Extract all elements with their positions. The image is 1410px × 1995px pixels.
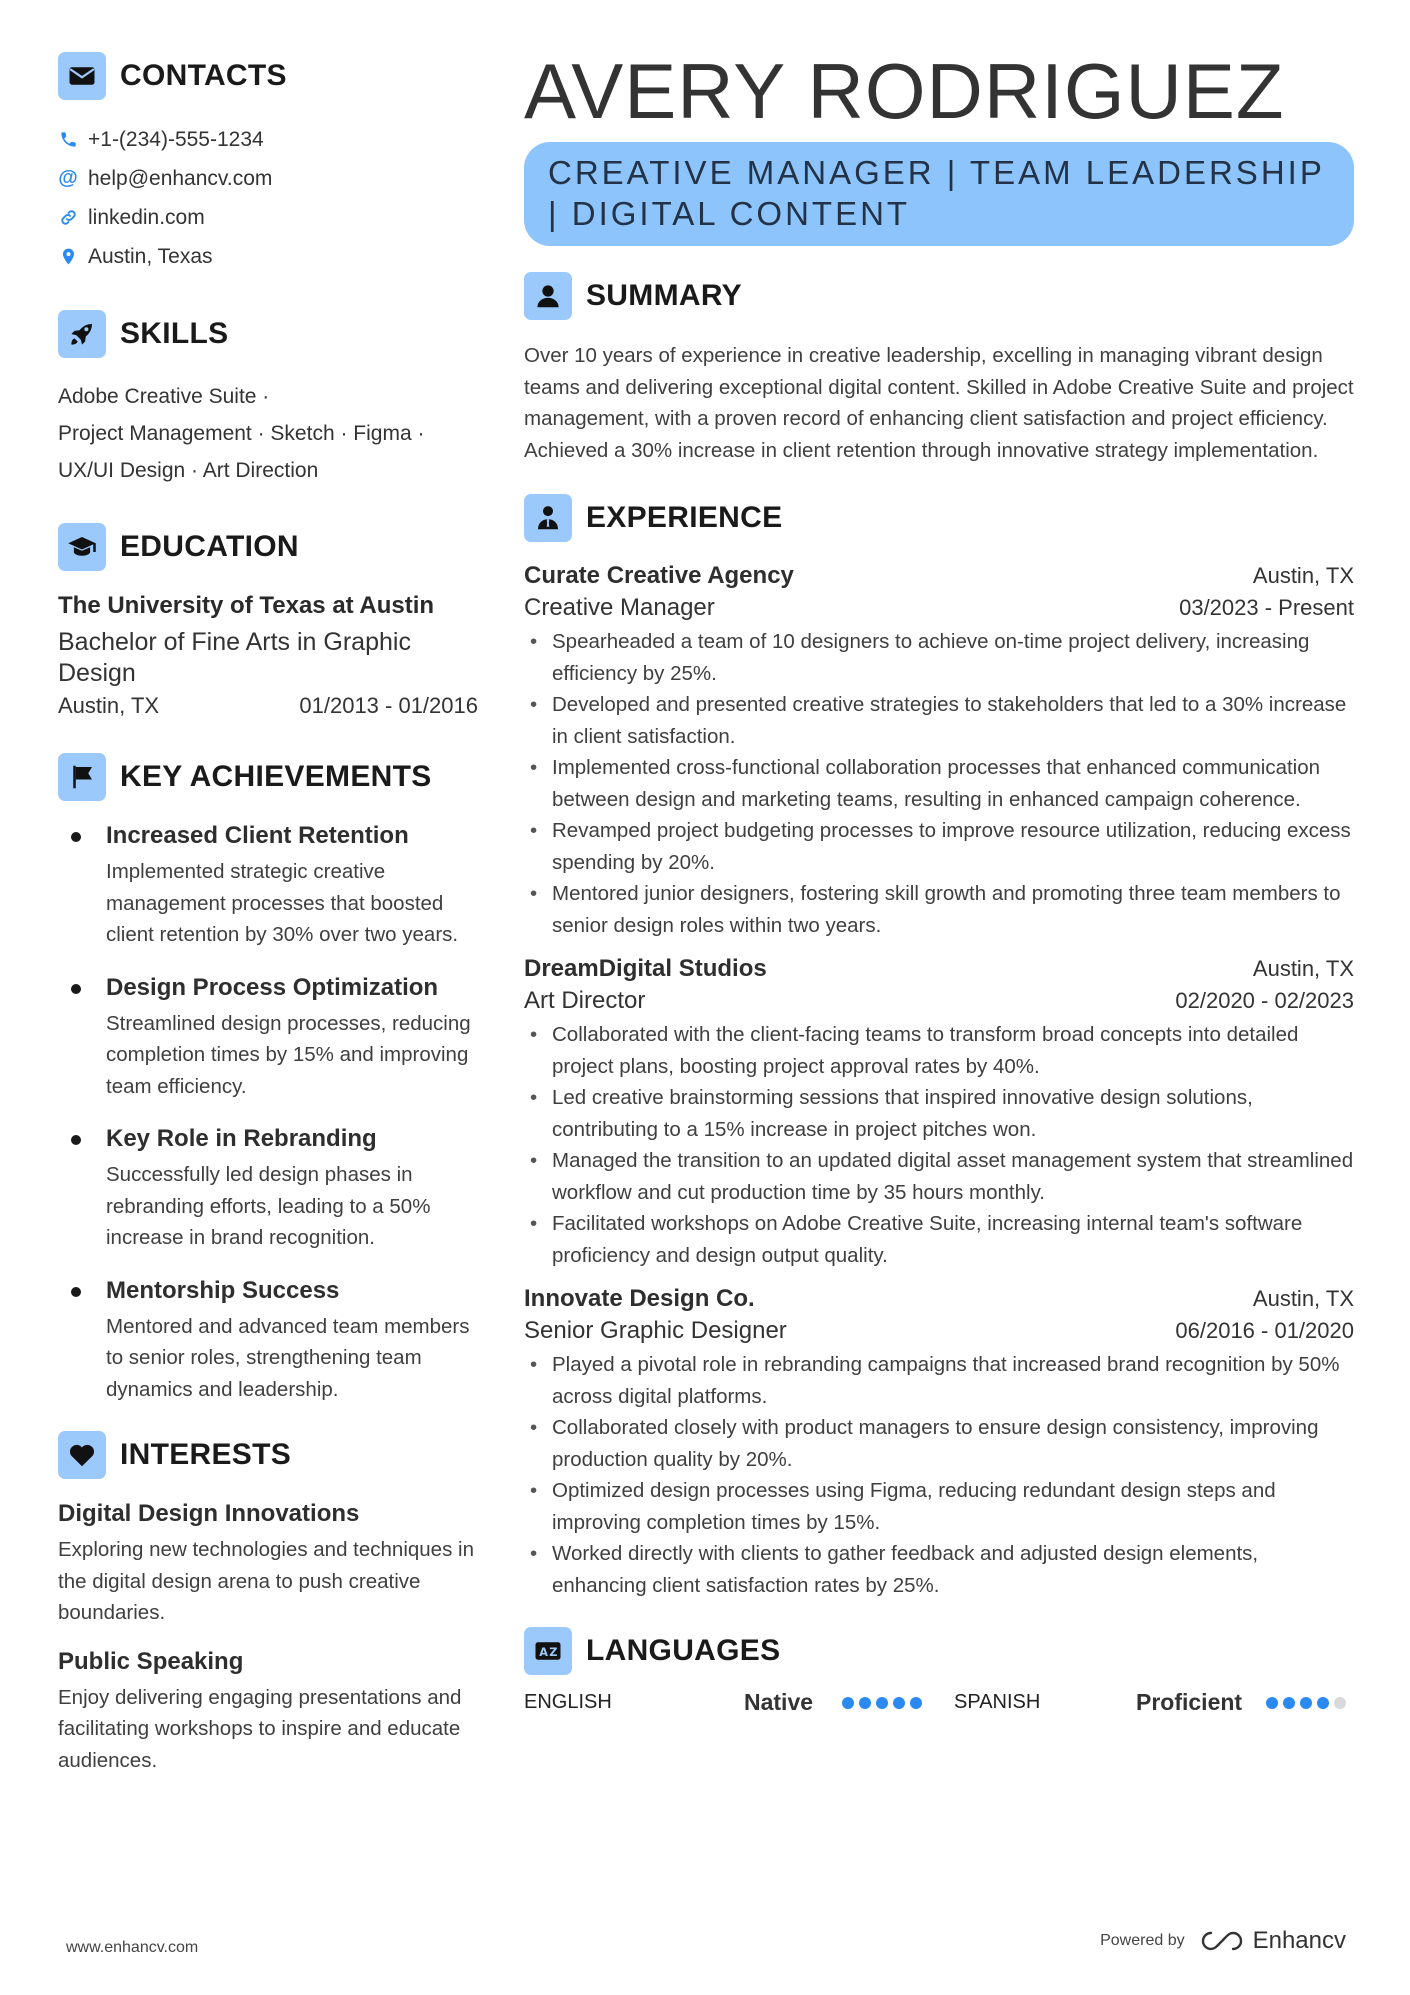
language-item <box>524 1689 954 1716</box>
job-sub <box>524 1317 1354 1345</box>
job-top <box>524 955 1354 983</box>
job-entry <box>524 1285 1354 1601</box>
rating-dot-filled <box>1283 1697 1295 1709</box>
achievements-header <box>58 753 478 801</box>
job-bullet: • Developed and presented creative strategies to stakeholders that led to a 30% increase in client satisfaction. <box>524 689 1354 752</box>
job-bullet: • Optimized design processes using Figma, reducing redundant design steps and improving completion times by 15%. <box>524 1475 1354 1538</box>
job-bullets <box>524 1349 1354 1601</box>
contact-phone <box>58 120 478 159</box>
education-school: The University of Texas at Austin <box>58 592 435 619</box>
contact-linkedin <box>58 198 478 237</box>
experience-section <box>524 494 1354 1601</box>
section-title: LANGUAGES <box>586 1634 781 1667</box>
job-bullet: • Led creative brainstorming sessions that inspired innovative design solutions, contributing to a 15% increase in project pitches won. <box>524 1082 1354 1145</box>
job-location: Austin, TX <box>1252 956 1354 981</box>
link-icon <box>58 208 78 228</box>
languages-list <box>524 1689 1354 1716</box>
phone-text[interactable]: +1-(234)-555-1234 <box>88 127 264 151</box>
language-level: Native <box>744 1689 814 1715</box>
language-rating <box>1266 1697 1346 1709</box>
skill-line: UX/UI Design · Art Direction <box>58 459 319 482</box>
job-bullet: • Managed the transition to an updated digital asset management system that streamlined workflow and cut production time by 35 hours monthly. <box>524 1145 1354 1208</box>
contacts-header <box>58 52 478 100</box>
location-text: Austin, Texas <box>88 244 213 268</box>
section-title: SKILLS <box>120 317 229 350</box>
job-location: Austin, TX <box>1252 563 1354 588</box>
left-column <box>58 52 478 1810</box>
job-sub <box>524 594 1354 622</box>
rocket-icon <box>58 310 106 358</box>
rating-dot-empty <box>1334 1697 1346 1709</box>
job-sub <box>524 987 1354 1015</box>
achievements-section <box>58 753 478 1405</box>
graduation-cap-icon <box>58 523 106 571</box>
contact-location <box>58 237 478 276</box>
job-bullet: • Implemented cross-functional collaboration processes that enhanced communication between design and marketing teams, resulting in enhanced campaign coherence. <box>524 752 1354 815</box>
job-entry <box>524 955 1354 1271</box>
phone-icon <box>58 130 78 150</box>
footer-brand <box>1100 1927 1346 1955</box>
job-role: Senior Graphic Designer <box>524 1317 787 1344</box>
job-bullets <box>524 1019 1354 1271</box>
section-title: EXPERIENCE <box>586 501 783 534</box>
job-bullet: • Revamped project budgeting processes to improve resource utilization, reducing excess spending by 20%. <box>524 815 1354 878</box>
rating-dot-filled <box>910 1697 922 1709</box>
languages-header <box>524 1627 1354 1675</box>
achievement-item <box>58 821 478 951</box>
language-name: ENGLISH <box>524 1691 612 1713</box>
skills-section <box>58 310 478 489</box>
interests-header <box>58 1431 478 1479</box>
summary-header <box>524 272 1354 320</box>
education-degree: Bachelor of Fine Arts in Graphic Design <box>58 628 411 687</box>
heart-icon <box>58 1431 106 1479</box>
job-location: Austin, TX <box>1252 1286 1354 1311</box>
achievement-item <box>58 1124 478 1254</box>
rating-dot-filled <box>893 1697 905 1709</box>
achievement-desc: Successfully led design phases in rebranding efforts, leading to a 50% increase in brand recognition. <box>106 1163 431 1249</box>
education-section <box>58 523 478 719</box>
job-entry <box>524 562 1354 941</box>
svg-text:Z: Z <box>549 1646 558 1659</box>
svg-text:A: A <box>539 1646 548 1659</box>
rating-dot-filled <box>1266 1697 1278 1709</box>
job-bullet: • Facilitated workshops on Adobe Creative Suite, increasing internal team's software proficiency and design output quality. <box>524 1208 1354 1271</box>
job-company: DreamDigital Studios <box>524 955 767 982</box>
achievement-item <box>58 973 478 1103</box>
language-item <box>954 1689 1354 1716</box>
section-title: CONTACTS <box>120 59 287 92</box>
interest-title: Public Speaking <box>58 1647 244 1675</box>
education-header <box>58 523 478 571</box>
footer-website[interactable]: www.enhancv.com <box>66 1939 199 1956</box>
summary-text: Over 10 years of experience in creative leadership, excelling in managing vibrant design teams and delivering exceptional digital content. Skilled in Adobe Creative Suite and project management, with a proven record of enhancing client satisfaction and project efficiency. Achieved a 30% increase in client retention through innovative strategy implementation. <box>524 344 1354 462</box>
enhancv-logo-icon <box>1199 1929 1245 1953</box>
rating-dot-filled <box>1317 1697 1329 1709</box>
job-bullet: • Spearheaded a team of 10 designers to achieve on-time project delivery, increasing efficiency by 25%. <box>524 626 1354 689</box>
education-dates: 01/2013 - 01/2016 <box>299 693 478 718</box>
brand-name: Enhancv <box>1252 1927 1346 1954</box>
rating-dot-filled <box>842 1697 854 1709</box>
linkedin-text[interactable]: linkedin.com <box>88 205 205 229</box>
job-role: Art Director <box>524 987 646 1014</box>
translate-icon <box>524 1627 572 1675</box>
job-bullet: • Collaborated with the client-facing teams to transform broad concepts into detailed project plans, boosting project approval rates by 40%. <box>524 1019 1354 1082</box>
job-dates: 02/2020 - 02/2023 <box>1175 988 1354 1013</box>
job-dates: 03/2023 - Present <box>1179 595 1354 620</box>
summary-section <box>524 272 1354 466</box>
language-level: Proficient <box>1136 1689 1243 1715</box>
achievement-desc: Implemented strategic creative management processes that boosted client retention by 30% over two years. <box>106 860 459 946</box>
skills-list <box>58 378 478 489</box>
section-title: INTERESTS <box>120 1438 292 1471</box>
skill-line: Adobe Creative Suite · <box>58 385 270 408</box>
right-column <box>524 48 1354 1716</box>
job-bullet: • Worked directly with clients to gather feedback and adjusted design elements, enhancing client satisfaction rates by 25%. <box>524 1538 1354 1601</box>
education-location: Austin, TX <box>58 693 160 718</box>
candidate-name: AVERY RODRIGUEZ <box>524 47 1285 135</box>
email-text[interactable]: help@enhancv.com <box>88 166 273 190</box>
job-top <box>524 562 1354 590</box>
brand-logo[interactable] <box>1199 1927 1346 1955</box>
job-dates: 06/2016 - 01/2020 <box>1175 1318 1354 1343</box>
powered-by-text: Powered by <box>1100 1932 1185 1949</box>
achievement-title: Key Role in Rebranding <box>106 1125 377 1152</box>
education-meta <box>58 693 478 719</box>
job-bullet: • Played a pivotal role in rebranding campaigns that increased brand recognition by 50% across digital platforms. <box>524 1349 1354 1412</box>
interest-desc: Enjoy delivering engaging presentations and facilitating workshops to inspire and educate audiences. <box>58 1685 462 1772</box>
section-title: SUMMARY <box>586 279 742 312</box>
job-role: Creative Manager <box>524 594 715 621</box>
achievement-title: Increased Client Retention <box>106 822 409 849</box>
job-bullets <box>524 626 1354 941</box>
interest-desc: Exploring new technologies and techniques in the digital design arena to push creative boundaries. <box>58 1538 474 1624</box>
language-name: SPANISH <box>954 1691 1041 1713</box>
job-bullet: • Mentored junior designers, fostering skill growth and promoting three team members to senior design roles within two years. <box>524 878 1354 941</box>
at-icon: @ <box>58 167 78 189</box>
rating-dot-filled <box>876 1697 888 1709</box>
briefcase-user-icon <box>524 494 572 542</box>
job-company: Innovate Design Co. <box>524 1285 755 1312</box>
section-title: EDUCATION <box>120 530 299 563</box>
job-company: Curate Creative Agency <box>524 562 794 589</box>
user-icon <box>524 272 572 320</box>
rating-dot-filled <box>859 1697 871 1709</box>
achievement-desc: Mentored and advanced team members to senior roles, strengthening team dynamics and leadership. <box>106 1314 470 1401</box>
headline-pill: CREATIVE MANAGER | TEAM LEADERSHIP | DIGITAL CONTENT <box>524 142 1354 246</box>
interests-section <box>58 1431 478 1776</box>
skills-header <box>58 310 478 358</box>
job-bullet: • Collaborated closely with product managers to ensure design consistency, improving production quality by 20%. <box>524 1412 1354 1475</box>
skill-line: Project Management · Sketch · Figma · <box>58 422 425 445</box>
contact-email <box>58 159 478 198</box>
envelope-icon <box>58 52 106 100</box>
flag-icon <box>58 753 106 801</box>
rating-dot-filled <box>1300 1697 1312 1709</box>
achievement-item <box>58 1276 478 1406</box>
contacts-section <box>58 52 478 276</box>
experience-header <box>524 494 1354 542</box>
section-title: KEY ACHIEVEMENTS <box>120 760 432 793</box>
interest-title: Digital Design Innovations <box>58 1500 360 1527</box>
achievement-title: Design Process Optimization <box>106 973 439 1001</box>
map-pin-icon <box>58 247 78 267</box>
languages-section <box>524 1627 1354 1716</box>
achievement-title: Mentorship Success <box>106 1276 340 1304</box>
job-top <box>524 1285 1354 1313</box>
language-rating <box>842 1697 922 1709</box>
achievement-desc: Streamlined design processes, reducing completion times by 15% and improving team efficiency. <box>106 1011 471 1098</box>
